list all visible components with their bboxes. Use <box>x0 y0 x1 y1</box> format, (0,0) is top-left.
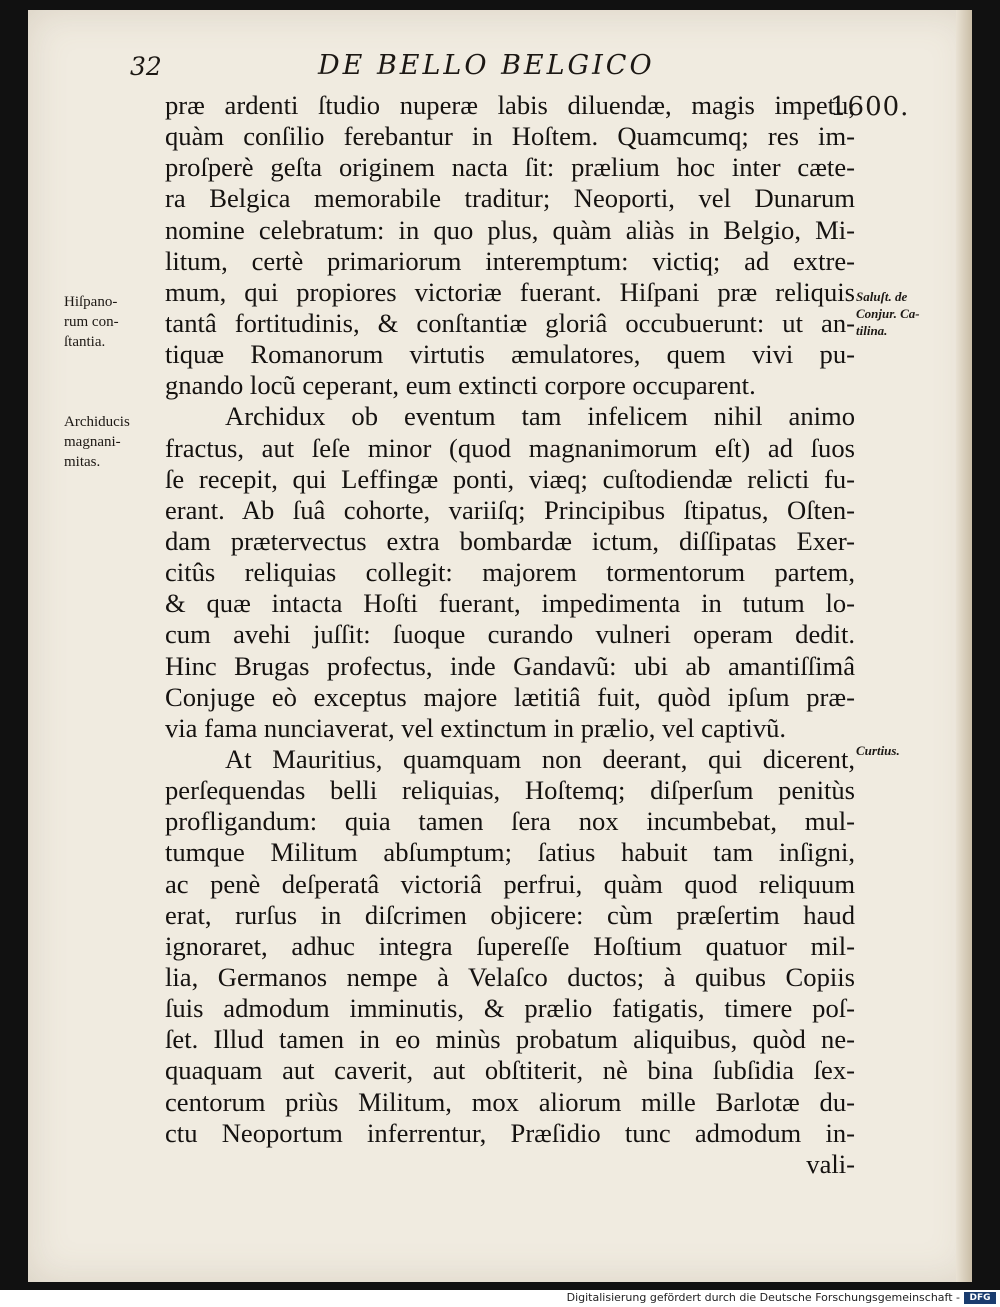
text-line: quaquam aut caverit, aut obſtiterit, nè bina ſubſidia ſex- <box>165 1055 855 1086</box>
marginal-line: Conjur. Ca- <box>856 306 920 321</box>
marginal-note-archiducis <box>64 412 160 472</box>
running-head <box>130 52 850 92</box>
page-number: 32 <box>130 52 162 81</box>
text-line: litum, certè primariorum interemptum: victiq; ad extre- <box>165 245 855 276</box>
catchword: vali- <box>806 1148 855 1179</box>
text-line: perſequendas belli reliquias, Hoſtemq; diſperſum penitùs <box>165 775 855 806</box>
text-line: proſperè geſta originem nacta ſit: prælium hoc inter cæte- <box>165 152 855 183</box>
text-line: dam prætervectus extra bombardæ ictum, diſſipatas Exer- <box>165 525 855 556</box>
marginal-line: ſtantia. <box>64 334 106 350</box>
footer-credit: Digitalisierung gefördert durch die Deutsche Forschungsgemeinschaft - <box>566 1291 960 1304</box>
text-line: tantâ fortitudinis, & conſtantiæ gloriâ occubuerunt: ut an- <box>165 307 855 338</box>
text-line: cum avehi juſſit: ſuoque curando vulneri operam dedit. <box>165 619 855 650</box>
text-line: tumque Militum abſumptum; ſatius habuit tam inſigni, <box>165 837 855 868</box>
text-line: Conjuge eò exceptus majore lætitiâ fuit, quòd ipſum præ- <box>165 681 855 712</box>
text-line: ſuis admodum imminutis, & prælio fatigatis, timere poſ- <box>165 993 855 1024</box>
text-line: mum, qui propiores victoriæ fuerant. Hiſpani præ reliquis <box>165 276 855 307</box>
text-line: Hinc Brugas profectus, inde Gandavũ: ubi ab amantiſſimâ <box>165 650 855 681</box>
marginal-note-curtius <box>856 742 934 759</box>
text-line: & quæ intacta Hoſti fuerant, impedimenta in tutum lo- <box>165 588 855 619</box>
marginal-line: Saluſt. de <box>856 289 908 304</box>
text-line: erant. Ab ſuâ cohorte, variiſq; Principibus ſtipatus, Oſten- <box>165 494 855 525</box>
text-line: fractus, aut ſeſe minor (quod magnanimorum eſt) ad ſuos <box>165 432 855 463</box>
marginal-line: Curtius. <box>856 743 900 758</box>
body-text <box>165 90 855 1180</box>
text-line: citûs reliquias collegit: majorem tormentorum partem, <box>165 557 855 588</box>
running-title: DE BELLO BELGICO <box>318 50 655 81</box>
text-line: ctu Neoportum inferrentur, Præſidio tunc admodum in- <box>165 1117 855 1148</box>
marginal-note-sallust <box>856 288 934 339</box>
marginal-line: rum con- <box>64 314 119 330</box>
text-line: erat, rurſus in diſcrimen objicere: cùm præſertim haud <box>165 899 855 930</box>
text-line: gnando locũ ceperant, eum extincti corpore occuparent. <box>165 370 756 401</box>
text-line: ignoraret, adhuc integra ſupereſſe Hoſtium quatuor mil- <box>165 930 855 961</box>
text-line: lia, Germanos nempe à Velaſco ductos; à quibus Copiis <box>165 961 855 992</box>
marginal-line: tilina. <box>856 323 888 338</box>
text-line: ac penè deſperatâ victoriâ perfrui, quàm quod reliquum <box>165 868 855 899</box>
text-line: præ ardenti ſtudio nuperæ labis diluendæ, magis impetu, <box>165 90 855 120</box>
text-line: tiquæ Romanorum virtutis æmulatores, quem vivi pu- <box>165 339 855 370</box>
text-line: nomine celebratum: in quo plus, quàm aliàs in Belgio, Mi- <box>165 214 855 245</box>
text-line: quàm conſilio ferebantur in Hoſtem. Quamcumq; res im- <box>165 121 855 152</box>
text-line: ra Belgica memorabile traditur; Neoporti, vel Dunarum <box>165 183 855 214</box>
marginal-note-hispanorum <box>64 292 160 352</box>
marginal-line: mitas. <box>64 454 101 470</box>
marginal-line: magnani- <box>64 434 121 450</box>
dfg-logo: DFG <box>964 1292 996 1304</box>
marginal-line: Archiducis <box>64 414 130 430</box>
text-line: Archidux ob eventum tam infelicem nihil animo <box>225 401 855 432</box>
text-line: ſe recepit, qui Leffingæ ponti, viæq; cuſtodiendæ relicti fu- <box>165 463 855 494</box>
footer-bar <box>0 1290 1000 1307</box>
year-marginal: 1600. <box>830 92 910 122</box>
marginal-line: Hiſpano- <box>64 294 118 310</box>
text-line: At Mauritius, quamquam non deerant, qui dicerent, <box>225 743 855 774</box>
text-line: profligandum: quia tamen ſera nox incumbebat, mul- <box>165 806 855 837</box>
page-edge <box>956 10 972 1282</box>
text-line: centorum priùs Militum, mox aliorum mille Barlotæ du- <box>165 1086 855 1117</box>
text-line: via fama nunciaverat, vel extinctum in prælio, vel captivũ. <box>165 712 787 743</box>
text-line: ſet. Illud tamen in eo minùs probatum aliquibus, quòd ne- <box>165 1024 855 1055</box>
